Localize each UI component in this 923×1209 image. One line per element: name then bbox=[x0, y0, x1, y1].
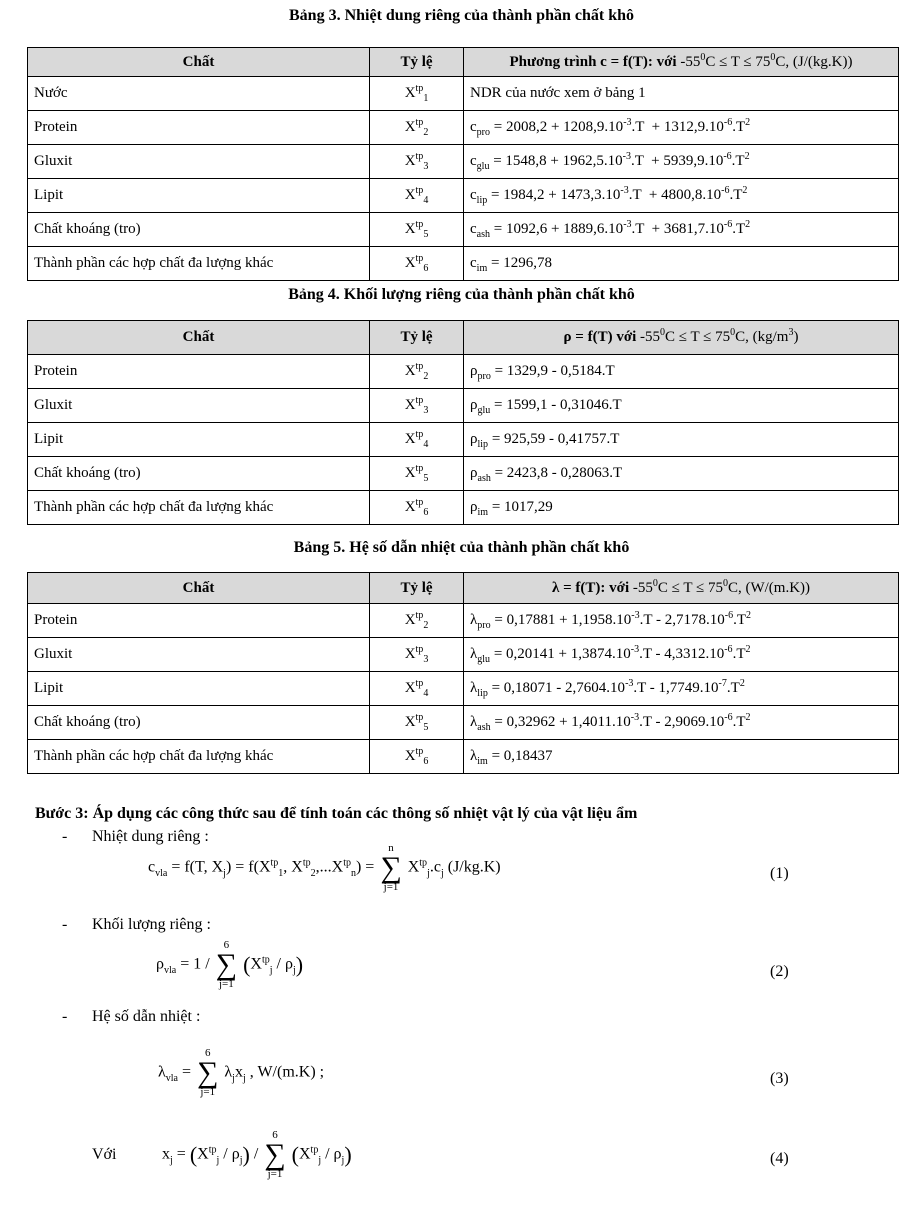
ratio-cell: $X^{tp}_6$ bbox=[370, 740, 464, 774]
substance-cell: Thành phần các hợp chất đa lượng khác bbox=[28, 491, 370, 525]
table4 bbox=[27, 320, 899, 525]
table3 bbox=[27, 47, 899, 281]
ratio-cell: $X^{tp}_2$ bbox=[370, 111, 464, 145]
table5-header-substance: Chất bbox=[28, 573, 370, 604]
ratio-cell: $X^{tp}_2$ bbox=[370, 604, 464, 638]
substance-cell: Protein bbox=[28, 604, 370, 638]
ratio-cell: $X^{tp}_4$ bbox=[370, 672, 464, 706]
equation-cell: $\rho_{glu} = 1599,1 - 0,31046.T$ bbox=[464, 389, 899, 423]
substance-cell: Thành phần các hợp chất đa lượng khác bbox=[28, 247, 370, 281]
table4-header-substance: Chất bbox=[28, 321, 370, 355]
table-row bbox=[28, 457, 899, 491]
equation-cell: $\lambda_{pro} = 0,17881 + 1,1958.10^{-3}.T - 2,7178.10^{-6}.T^2$ bbox=[464, 604, 899, 638]
equation-2: $\rho_{vla} = 1$ / 6 ∑ j=1 $(X^{tp}_j / \rho_j)$ bbox=[156, 939, 304, 990]
sum-symbol: 6 ∑ j=1 bbox=[197, 1047, 219, 1098]
ratio-cell: $X^{tp}_4$ bbox=[370, 423, 464, 457]
substance-cell: Nước bbox=[28, 77, 370, 111]
table3-caption: Bảng 3. Nhiệt dung riêng của thành phần chất khô bbox=[289, 7, 634, 24]
bullet-dash: - bbox=[62, 828, 68, 845]
equation-1: $c_{vla} = f(T$, $X_j) = f(X^{tp}_1$, $X^{tp}_2,...X^{tp}_n$) = n ∑ j=1 $X^{tp}_j.c_j$ (J/kg.K) bbox=[148, 842, 501, 893]
ratio-cell: $X^{tp}_1$ bbox=[370, 77, 464, 111]
substance-cell: Protein bbox=[28, 111, 370, 145]
equation-cell: $\lambda_{glu} = 0,20141 + 1,3874.10^{-3}.T - 4,3312.10^{-6}.T^2$ bbox=[464, 638, 899, 672]
table-row bbox=[28, 111, 899, 145]
table3-header-ratio: Tỷ lệ bbox=[370, 48, 464, 77]
equation-cell: $\lambda_{ash} = 0,32962 + 1,4011.10^{-3}.T - 2,9069.10^{-6}.T^2$ bbox=[464, 706, 899, 740]
ratio-cell: $X^{tp}_6$ bbox=[370, 491, 464, 525]
table5-caption: Bảng 5. Hệ số dẫn nhiệt của thành phần chất khô bbox=[293, 539, 630, 556]
equation-number-1: (1) bbox=[770, 865, 789, 882]
equation-number-2: (2) bbox=[770, 963, 789, 980]
table-row bbox=[28, 77, 899, 111]
substance-cell: Chất khoáng (tro) bbox=[28, 706, 370, 740]
bullet-density: - Khối lượng riêng : bbox=[62, 916, 211, 933]
table-row bbox=[28, 213, 899, 247]
table-row bbox=[28, 706, 899, 740]
equation-cell: $\rho_{ash} = 2423,8 - 0,28063.T$ bbox=[464, 457, 899, 491]
sum-symbol: n ∑ j=1 bbox=[380, 842, 402, 893]
substance-cell: Gluxit bbox=[28, 145, 370, 179]
table-row bbox=[28, 179, 899, 213]
table-row bbox=[28, 672, 899, 706]
equation-cell: $\lambda_{im} = 0,18437$ bbox=[464, 740, 899, 774]
equation-number-4: (4) bbox=[770, 1150, 789, 1167]
table-row bbox=[28, 491, 899, 525]
bullet-specific-heat: - Nhiệt dung riêng : bbox=[62, 828, 209, 845]
substance-cell: Lipit bbox=[28, 423, 370, 457]
equation-cell: $c_{ash} = 1092,6 + 1889,6.10^{-3}.T + 3681,7.10^{-6}.T^2$ bbox=[464, 213, 899, 247]
substance-cell: Chất khoáng (tro) bbox=[28, 213, 370, 247]
table3-header-row bbox=[28, 48, 899, 77]
equation-4: Với $x_j = (X^{tp}_j / \rho_j)$ / 6 ∑ j=1 $(X^{tp}_j / \rho_j)$ bbox=[92, 1129, 352, 1180]
substance-cell: Protein bbox=[28, 355, 370, 389]
equation-3: $\lambda_{vla}$ = 6 ∑ j=1 $\lambda_jx_j$ , W/(m.K) ; bbox=[158, 1047, 325, 1098]
equation-cell: $\rho_{pro} = 1329,9 - 0,5184.T$ bbox=[464, 355, 899, 389]
substance-cell: Lipit bbox=[28, 179, 370, 213]
ratio-cell: $X^{tp}_3$ bbox=[370, 638, 464, 672]
table-row bbox=[28, 604, 899, 638]
table4-header-ratio: Tỷ lệ bbox=[370, 321, 464, 355]
table-row bbox=[28, 638, 899, 672]
equation-cell: $\rho_{lip} = 925,59 - 0,41757.T$ bbox=[464, 423, 899, 457]
table-row bbox=[28, 247, 899, 281]
equation-cell: $c_{pro} = 2008,2 + 1208,9.10^{-3}.T + 1312,9.10^{-6}.T^2$ bbox=[464, 111, 899, 145]
table-row bbox=[28, 740, 899, 774]
table-row bbox=[28, 355, 899, 389]
substance-cell: Lipit bbox=[28, 672, 370, 706]
table4-caption: Bảng 4. Khối lượng riêng của thành phần chất khô bbox=[288, 286, 635, 303]
ratio-cell: $X^{tp}_5$ bbox=[370, 706, 464, 740]
table5 bbox=[27, 572, 899, 774]
bullet-thermal-conductivity: - Hệ số dẫn nhiệt : bbox=[62, 1008, 201, 1025]
ratio-cell: $X^{tp}_5$ bbox=[370, 213, 464, 247]
table5-header-row bbox=[28, 573, 899, 604]
equation-cell: NDR của nước xem ở bảng 1 bbox=[464, 77, 899, 111]
equation-cell: $\lambda_{lip} = 0,18071 - 2,7604.10^{-3}.T - 1,7749.10^{-7}.T^2$ bbox=[464, 672, 899, 706]
ratio-cell: $X^{tp}_4$ bbox=[370, 179, 464, 213]
equation-cell: $c_{glu} = 1548,8 + 1962,5.10^{-3}.T + 5939,9.10^{-6}.T^2$ bbox=[464, 145, 899, 179]
equation-cell: $\rho_{im} = 1017,29$ bbox=[464, 491, 899, 525]
table4-header-equation: ρ = f(T) với $-55^0C \le T \le 75^0C$, $(kg/m^3)$ bbox=[464, 321, 899, 355]
equation-cell: $c_{im} = 1296,78$ bbox=[464, 247, 899, 281]
substance-cell: Chất khoáng (tro) bbox=[28, 457, 370, 491]
equation-cell: $c_{lip} = 1984,2 + 1473,3.10^{-3}.T + 4800,8.10^{-6}.T^2$ bbox=[464, 179, 899, 213]
ratio-cell: $X^{tp}_2$ bbox=[370, 355, 464, 389]
ratio-cell: $X^{tp}_5$ bbox=[370, 457, 464, 491]
equation-number-3: (3) bbox=[770, 1070, 789, 1087]
table4-header-row bbox=[28, 321, 899, 355]
ratio-cell: $X^{tp}_6$ bbox=[370, 247, 464, 281]
table3-header-substance: Chất bbox=[28, 48, 370, 77]
table-row bbox=[28, 389, 899, 423]
sum-symbol: 6 ∑ j=1 bbox=[215, 939, 238, 990]
table-row bbox=[28, 423, 899, 457]
step3-heading: Bước 3: Áp dụng các công thức sau để tính toán các thông số nhiệt vật lý của vật liệu ẩm bbox=[35, 805, 638, 822]
ratio-cell: $X^{tp}_3$ bbox=[370, 145, 464, 179]
table-row bbox=[28, 145, 899, 179]
substance-cell: Thành phần các hợp chất đa lượng khác bbox=[28, 740, 370, 774]
substance-cell: Gluxit bbox=[28, 638, 370, 672]
table5-header-equation: λ = f(T): với $-55^0C \le T \le 75^0C$, (W/(m.K)) bbox=[464, 573, 899, 604]
sum-symbol: 6 ∑ j=1 bbox=[264, 1129, 286, 1180]
table5-header-ratio: Tỷ lệ bbox=[370, 573, 464, 604]
ratio-cell: $X^{tp}_3$ bbox=[370, 389, 464, 423]
table3-header-equation: Phương trình c = f(T): với $-55^0C \le T \le 75^0C$, (J/(kg.K)) bbox=[464, 48, 899, 77]
substance-cell: Gluxit bbox=[28, 389, 370, 423]
